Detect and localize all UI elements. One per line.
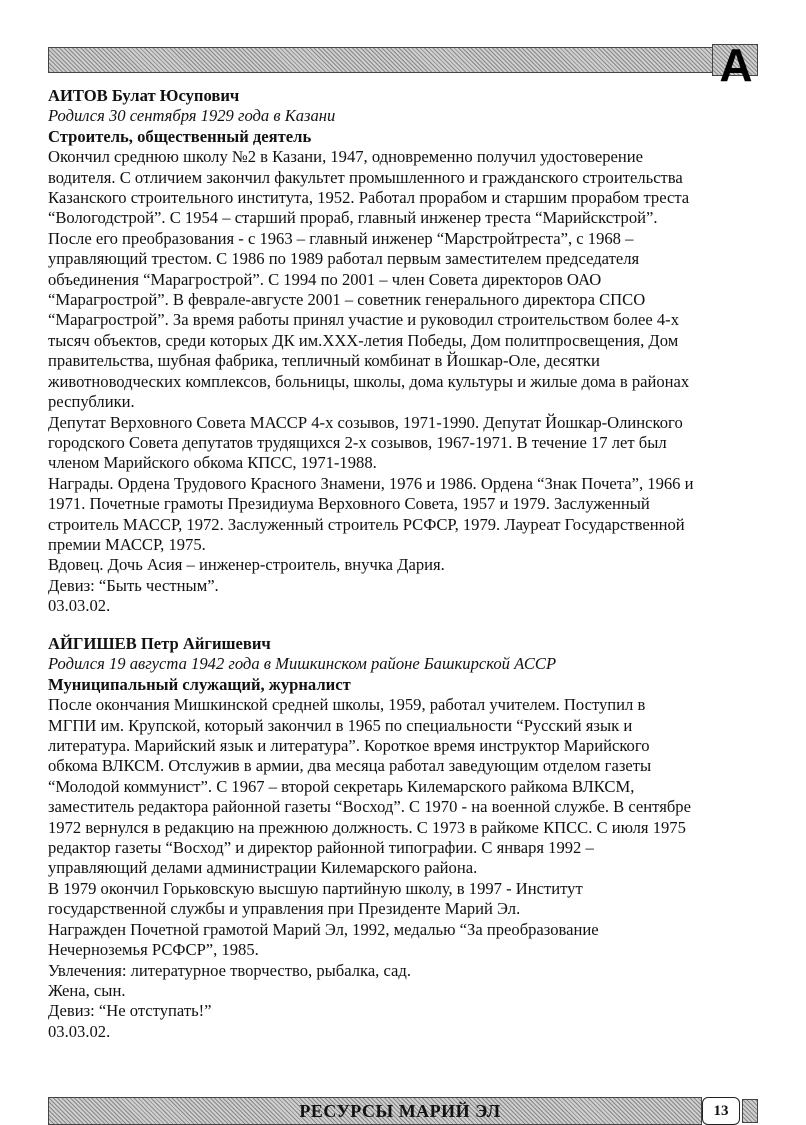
awards-paragraph: Награжден Почетной грамотой Марий Эл, 1992, медалью “За преобразование Нечерноземья РСФСР”, 1985. [48, 919, 599, 960]
biography-entry [48, 86, 760, 617]
family-paragraph: Вдовец. Дочь Асия – инженер-строитель, внучка Дария. [48, 555, 445, 575]
hobbies-paragraph: Увлечения: литературное творчество, рыбалка, сад. [48, 960, 412, 980]
family-paragraph: Жена, сын. [48, 980, 126, 1000]
birth-info: Родился 19 августа 1942 года в Мишкинском районе Башкирской АССР [48, 654, 557, 674]
footer-tail-bar [742, 1099, 758, 1123]
motto-paragraph: Девиз: “Быть честным”. [48, 575, 219, 595]
deputy-paragraph: Депутат Верховного Совета МАССР 4-х созывов, 1971-1990. Депутат Йошкар-Олинского городского Совета депутатов трудящихся 2-х созывов, 1967-1971. В течение 17 лет был членом Марийского обкома КПСС, 1971-1988. [48, 412, 683, 473]
person-name: АЙГИШЕВ Петр Айгишевич [48, 634, 271, 653]
career-paragraph: Окончил среднюю школу №2 в Казани, 1947, одновременно получил удостоверение водителя. С отличием закончил факультет промышленного и гражданского строительства Казанского строительного института, 1952. Работал прорабом и старшим прорабом треста “Вологодстрой”. С 1954 – старший прораб, главный инженер треста “Марийскстрой”. После его преобразования - с 1963 – главный инженер “Марстройтреста”, с 1968 – управляющий трестом. С 1986 по 1989 работал первым заместителем председателя объединения “Марагрострой”. С 1994 по 2001 – член Совета директоров ОАО “Марагрострой”. В феврале-августе 2001 – советник генерального директора СПСО “Марагрострой”. За время работы принял участие и руководил строительством более 4-х тысяч объектов, среди которых ДК им.XXX-летия Победы, Дом политпросвещения, Дом правительства, шубная фабрика, тепличный комбинат в Йошкар-Оле, десятки животноводческих комплексов, больницы, школы, дома культуры и жилые дома в районах республики. [48, 147, 690, 412]
occupation: Строитель, общественный деятель [48, 126, 312, 146]
entry-date: 03.03.02. [48, 596, 111, 616]
top-decorative-bar [48, 47, 714, 73]
birth-info: Родился 30 сентября 1929 года в Казани [48, 106, 336, 126]
motto-paragraph: Девиз: “Не отступать!” [48, 1001, 212, 1021]
journal-title: РЕСУРСЫ МАРИЙ ЭЛ [299, 1101, 501, 1121]
occupation: Муниципальный служащий, журналист [48, 674, 351, 694]
entry-date: 03.03.02. [48, 1021, 111, 1041]
person-name: АИТОВ Булат Юсупович [48, 86, 240, 105]
education-paragraph: В 1979 окончил Горьковскую высшую партийную школу, в 1997 - Институт государственной службы и управления при Президенте Марий Эл. [48, 878, 583, 919]
awards-paragraph: Награды. Ордена Трудового Красного Знамени, 1976 и 1986. Ордена “Знак Почета”, 1966 и 1971. Почетные грамоты Президиума Верховного Совета, 1957 и 1979. Заслуженный строитель МАССР, 1972. Заслуженный строитель РСФСР, 1979. Лауреат Государственной премии МАССР, 1975. [48, 473, 694, 554]
biography-entry [48, 634, 760, 1042]
page-number: 13 [702, 1097, 740, 1125]
section-letter: А [719, 39, 753, 91]
career-paragraph: После окончания Мишкинской средней школы, 1959, работал учителем. Поступил в МГПИ им. Крупской, который закончил в 1965 по специальности “Русский язык и литература. Марийский язык и литература”. Короткое время инструктор Марийского обкома ВЛКСМ. Отслужив в армии, два месяца работал заведующим отделом газеты “Молодой коммунист”. С 1967 – второй секретарь Килемарского райкома ВЛКСМ, заместитель редактора районной газеты “Восход”. С 1970 - на военной службе. В сентябре 1972 вернулся в редакцию на прежнюю должность. С 1973 в райкоме КПСС. С июля 1975 редактор газеты “Восход” и директор районной типографии. С января 1992 – управляющий делами администрации Килемарского района. [48, 695, 691, 878]
